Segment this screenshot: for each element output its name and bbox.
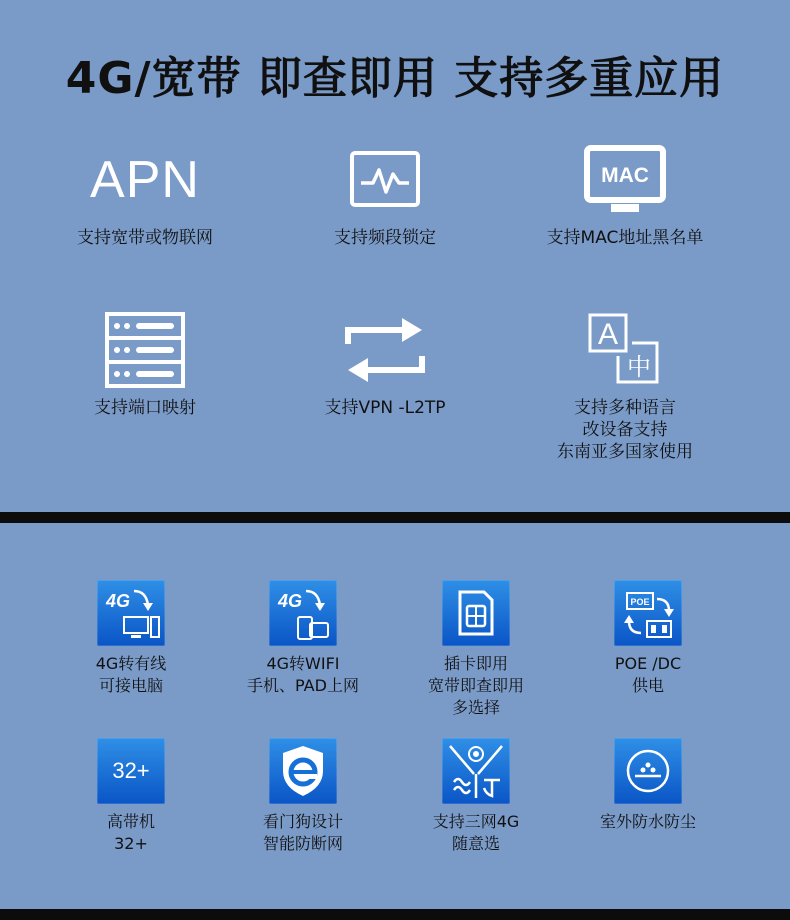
svg-text:A: A <box>597 318 619 351</box>
tile-4g-wifi <box>218 580 388 697</box>
feature-label-line-2: 改设备支持 <box>582 420 668 440</box>
tile-waterproof <box>563 738 733 833</box>
feature-label: 支持端口映射 <box>94 398 196 418</box>
feature-label-line-1: 支持多种语言 <box>574 398 676 418</box>
feature-label: 支持宽带或物联网 <box>77 228 213 248</box>
tile-label-line-1: 4G转WIFI <box>266 654 340 673</box>
tile-label-line-1: POE /DC <box>614 654 682 673</box>
tile-watchdog <box>218 738 388 855</box>
waveform-monitor-icon <box>349 150 421 210</box>
svg-text:4G: 4G <box>106 591 131 611</box>
32-plus-icon: 32+ <box>112 758 150 783</box>
tile-poe-dc <box>563 580 733 697</box>
tile-label-line-1: 4G转有线 <box>95 654 167 673</box>
svg-text:POE: POE <box>630 597 650 607</box>
shield-browser-icon <box>279 743 327 799</box>
tile-three-networks <box>391 738 561 855</box>
4g-to-phone-icon <box>272 583 334 643</box>
feature-label-line-3: 东南亚多国家使用 <box>557 442 693 462</box>
tile-label-line-2: 随意选 <box>451 834 500 853</box>
feature-apn <box>25 135 265 249</box>
svg-text:中: 中 <box>627 353 651 381</box>
mac-monitor-icon <box>583 142 667 218</box>
carrier-logos-icon <box>444 740 508 802</box>
tile-label-line-1: 高带机 <box>106 812 155 831</box>
swap-arrows-icon <box>344 314 426 386</box>
tile-label-line-2: 手机、PAD上网 <box>247 676 359 695</box>
feature-label: 支持频段锁定 <box>334 228 436 248</box>
tile-sim-card <box>391 580 561 719</box>
tile-label-line-1: 插卡即用 <box>443 654 508 673</box>
tile-label-line-3: 多选择 <box>451 698 500 717</box>
feature-language <box>505 305 745 463</box>
feature-label: 支持VPN -L2TP <box>324 398 446 418</box>
tile-label-line-1: 支持三网4G <box>432 812 520 831</box>
4g-to-pc-icon <box>100 583 162 643</box>
tile-label-line-2: 可接电脑 <box>98 676 163 695</box>
tile-label-line-1: 看门狗设计 <box>262 812 343 831</box>
page-title: 4G/宽带 即查即用 支持多重应用 <box>65 53 725 104</box>
tile-4g-wired <box>46 580 216 697</box>
feature-label: 支持MAC地址黑名单 <box>546 228 704 248</box>
tile-label-line-2: 智能防断网 <box>262 834 343 853</box>
feature-band-lock <box>265 135 505 249</box>
tile-label-line-1: 室外防水防尘 <box>599 812 696 831</box>
poe-power-icon <box>617 583 679 643</box>
waterproof-icon <box>623 746 673 796</box>
feature-port-mapping <box>25 305 265 419</box>
section-divider-bottom <box>0 909 790 920</box>
feature-vpn <box>265 305 505 419</box>
tile-label-line-2: 宽带即查即用 <box>427 676 524 695</box>
server-rack-icon <box>104 311 186 389</box>
svg-text:4G: 4G <box>278 591 303 611</box>
tile-label-line-2: 32+ <box>114 834 148 853</box>
translate-icon <box>587 312 663 388</box>
section-divider-top <box>0 512 790 523</box>
svg-text:MAC: MAC <box>601 164 649 187</box>
apn-icon: APN <box>90 151 200 209</box>
tile-label-line-2: 供电 <box>631 676 664 695</box>
feature-mac-blacklist <box>505 135 745 249</box>
tile-32-plus <box>46 738 216 855</box>
sim-card-icon <box>456 588 496 638</box>
